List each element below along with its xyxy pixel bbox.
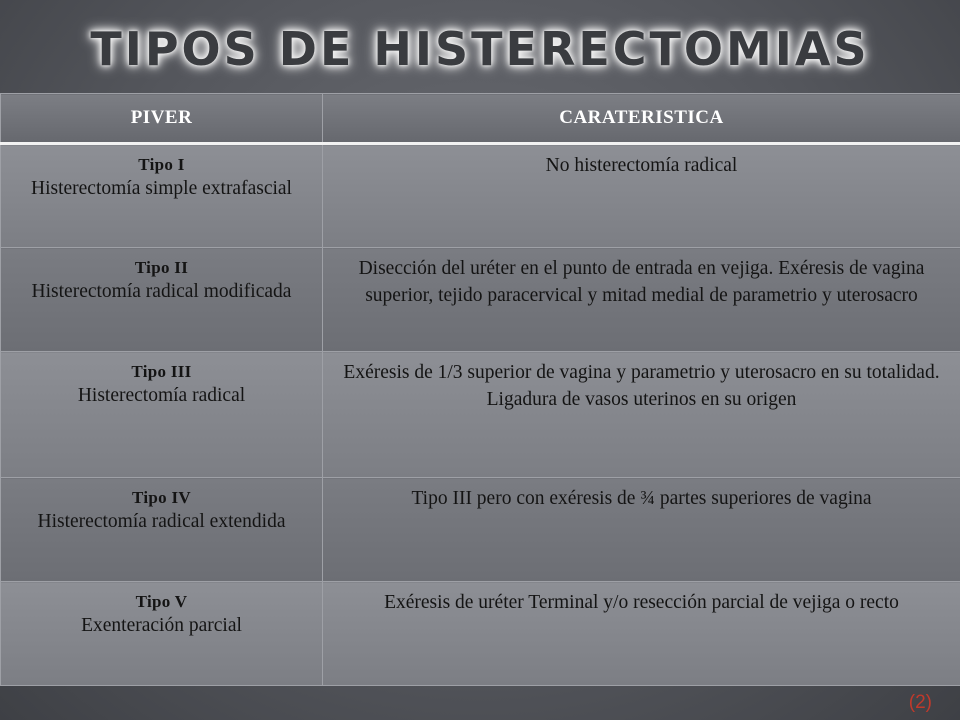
- tipo-name: Exenteración parcial: [81, 615, 242, 637]
- tipo-cell: [1, 478, 323, 582]
- tipo-cell: [1, 144, 323, 248]
- table-row: [1, 352, 960, 478]
- caracteristica-text: Disección del uréter en el punto de entrada en vejiga. Exéresis de vagina superior, tejido paracervical y mitad medial de parametrio y uterosacro: [358, 258, 925, 306]
- caracteristica-cell: [323, 248, 960, 352]
- tipo-cell: [1, 352, 323, 478]
- reference-footnote: (2): [908, 692, 932, 713]
- tipo-name: Histerectomía simple extrafascial: [31, 178, 292, 200]
- caracteristica-text: Exéresis de 1/3 superior de vagina y parametrio y uterosacro en su totalidad. Ligadura de vasos uterinos en su origen: [343, 362, 940, 410]
- caracteristica-cell: [323, 144, 960, 248]
- tipo-name: Histerectomía radical extendida: [37, 511, 286, 533]
- tipo-cell: [1, 582, 323, 686]
- header-piver: PIVER: [1, 94, 323, 144]
- caracteristica-text: Tipo III pero con exéresis de ¾ partes superiores de vagina: [411, 488, 872, 509]
- table-row: [1, 248, 960, 352]
- caracteristica-text: No histerectomía radical: [545, 155, 738, 176]
- caracteristica-text: Exéresis de uréter Terminal y/o resección parcial de vejiga o recto: [384, 592, 899, 613]
- tipo-label: Tipo II: [134, 258, 189, 277]
- table-header-row: [1, 94, 960, 144]
- slide-title: TIPOS DE HISTERECTOMIAS: [90, 22, 870, 76]
- piver-classification-table: [0, 93, 960, 686]
- tipo-label: Tipo V: [135, 592, 188, 611]
- piver-table-container: [0, 93, 960, 686]
- caracteristica-cell: [323, 582, 960, 686]
- table-row: [1, 478, 960, 582]
- tipo-label: Tipo III: [131, 362, 192, 381]
- table-row: [1, 582, 960, 686]
- tipo-name: Histerectomía radical: [77, 385, 246, 407]
- tipo-label: Tipo I: [138, 155, 185, 174]
- caracteristica-cell: [323, 352, 960, 478]
- header-caracteristica: CARATERISTICA: [323, 94, 960, 144]
- caracteristica-cell: [323, 478, 960, 582]
- table-row: [1, 144, 960, 248]
- tipo-name: Histerectomía radical modificada: [31, 281, 292, 303]
- tipo-cell: [1, 248, 323, 352]
- tipo-label: Tipo IV: [132, 488, 191, 507]
